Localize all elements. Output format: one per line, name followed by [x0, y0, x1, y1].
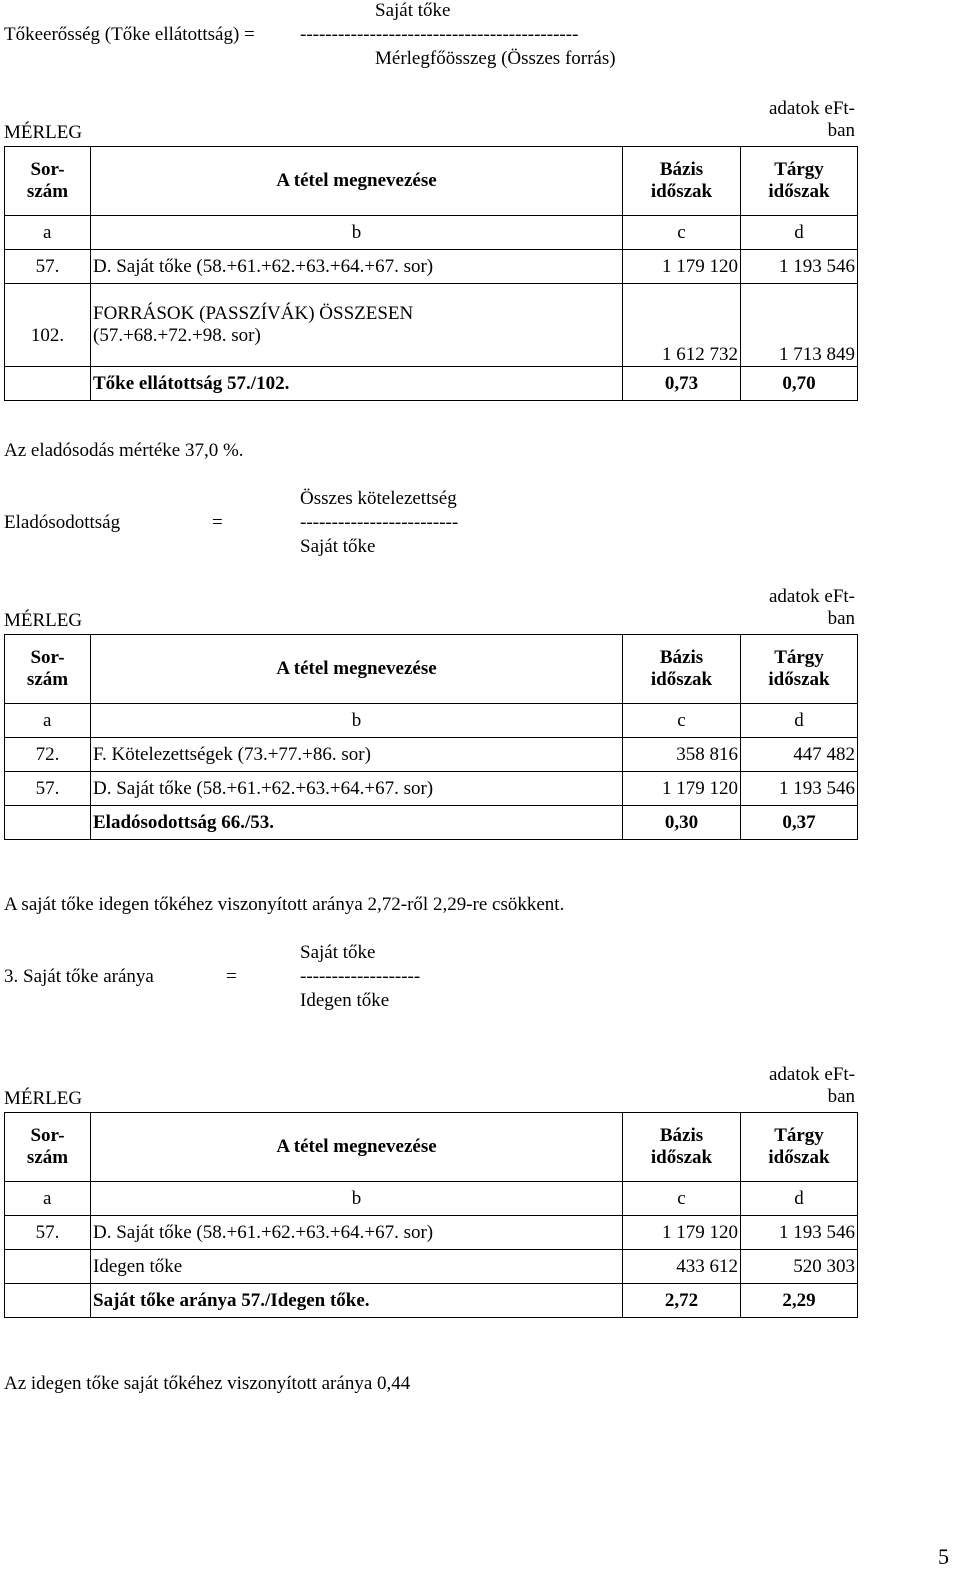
table3-sum-row: Saját tőke aránya 57./Idegen tőke. 2,72 2,29	[5, 1284, 858, 1318]
formula2-label: Eladósodottság	[4, 512, 121, 533]
table2-col-sorszam: Sor- szám	[5, 635, 91, 704]
table1-merleg-title: MÉRLEG	[4, 122, 83, 143]
table-row: 72. F. Kötelezettségek (73.+77.+86. sor) 358 816 447 482	[5, 738, 858, 772]
table2-unit-note	[760, 586, 855, 630]
formula1-label: Tőkeerősség (Tőke ellátottság) =	[4, 24, 255, 45]
formula3-eq: =	[226, 966, 237, 987]
formula2-numerator: Összes kötelezettség	[300, 488, 457, 509]
table2-letter-b: b	[91, 704, 623, 738]
table2-unit-line2: ban	[827, 608, 855, 629]
table3-col-sorszam: Sor- szám	[5, 1113, 91, 1182]
table3-col-name: A tétel megnevezése	[91, 1113, 623, 1182]
table2-col-name: A tétel megnevezése	[91, 635, 623, 704]
formula3-numerator: Saját tőke	[300, 942, 376, 963]
table3-letter-d: d	[741, 1182, 858, 1216]
table1-letter-b: b	[91, 216, 623, 250]
formula1-numerator: Saját tőke	[375, 0, 451, 21]
table3-unit-line2: ban	[827, 1086, 855, 1107]
formula1-dashes: --------------------------------------------	[300, 24, 579, 45]
table-row: 102. FORRÁSOK (PASSZÍVÁK) ÖSSZESEN (57.+68.+72.+98. sor) 1 612 732 1 713 849	[5, 284, 858, 367]
table1	[4, 146, 858, 401]
formula2-eq: =	[212, 512, 223, 533]
table1-col-target: Tárgy időszak	[741, 147, 858, 216]
table2	[4, 634, 858, 840]
formula3-denominator: Idegen tőke	[300, 990, 390, 1011]
table2-col-base: Bázis időszak	[623, 635, 741, 704]
table3-letter-b: b	[91, 1182, 623, 1216]
formula3-dashes: -------------------	[300, 966, 421, 987]
table3-letter-c: c	[623, 1182, 741, 1216]
table3-col-base: Bázis időszak	[623, 1113, 741, 1182]
table3-merleg-title: MÉRLEG	[4, 1088, 83, 1109]
table1-col-sorszam: Sor- szám	[5, 147, 91, 216]
table1-letter-c: c	[623, 216, 741, 250]
table3-letter-a: a	[5, 1182, 91, 1216]
table1-unit-line1: adatok eFt-	[768, 98, 855, 119]
table1-unit-note	[760, 98, 855, 142]
formula2-denominator: Saját tőke	[300, 536, 376, 557]
table3-col-target: Tárgy időszak	[741, 1113, 858, 1182]
table-row: 57. D. Saját tőke (58.+61.+62.+63.+64.+67. sor) 1 179 120 1 193 546	[5, 1216, 858, 1250]
table-row: Idegen tőke 433 612 520 303	[5, 1250, 858, 1284]
table-row: 57. D. Saját tőke (58.+61.+62.+63.+64.+67. sor) 1 179 120 1 193 546	[5, 772, 858, 806]
table1-letter-a: a	[5, 216, 91, 250]
table1-sum-row: Tőke ellátottság 57./102. 0,73 0,70	[5, 367, 858, 401]
table2-unit-line1: adatok eFt-	[768, 586, 855, 607]
table3-unit-note	[760, 1064, 855, 1108]
table2-sum-row: Eladósodottság 66./53. 0,30 0,37	[5, 806, 858, 840]
table2-letter-a: a	[5, 704, 91, 738]
formula3-label: 3. Saját tőke aránya	[4, 966, 154, 987]
note-eladosodas: Az eladósodás mértéke 37,0 %.	[4, 440, 244, 461]
page-number: 5	[938, 1544, 949, 1569]
table-row: 57. D. Saját tőke (58.+61.+62.+63.+64.+67. sor) 1 179 120 1 193 546	[5, 250, 858, 284]
note-sajat-toke-arany: A saját tőke idegen tőkéhez viszonyított aránya 2,72-ről 2,29-re csökkent.	[4, 894, 565, 915]
table3	[4, 1112, 858, 1318]
table3-unit-line1: adatok eFt-	[768, 1064, 855, 1085]
table2-col-target: Tárgy időszak	[741, 635, 858, 704]
table2-merleg-title: MÉRLEG	[4, 610, 83, 631]
table2-letter-c: c	[623, 704, 741, 738]
table1-col-base: Bázis időszak	[623, 147, 741, 216]
formula2-dashes: -------------------------	[300, 512, 459, 533]
table1-unit-line2: ban	[827, 120, 855, 141]
table1-col-name: A tétel megnevezése	[91, 147, 623, 216]
note-idegen-toke-arany: Az idegen tőke saját tőkéhez viszonyított aránya 0,44	[4, 1373, 411, 1394]
table2-letter-d: d	[741, 704, 858, 738]
table1-letter-d: d	[741, 216, 858, 250]
formula1-denominator: Mérlegfőösszeg (Összes forrás)	[375, 48, 616, 69]
